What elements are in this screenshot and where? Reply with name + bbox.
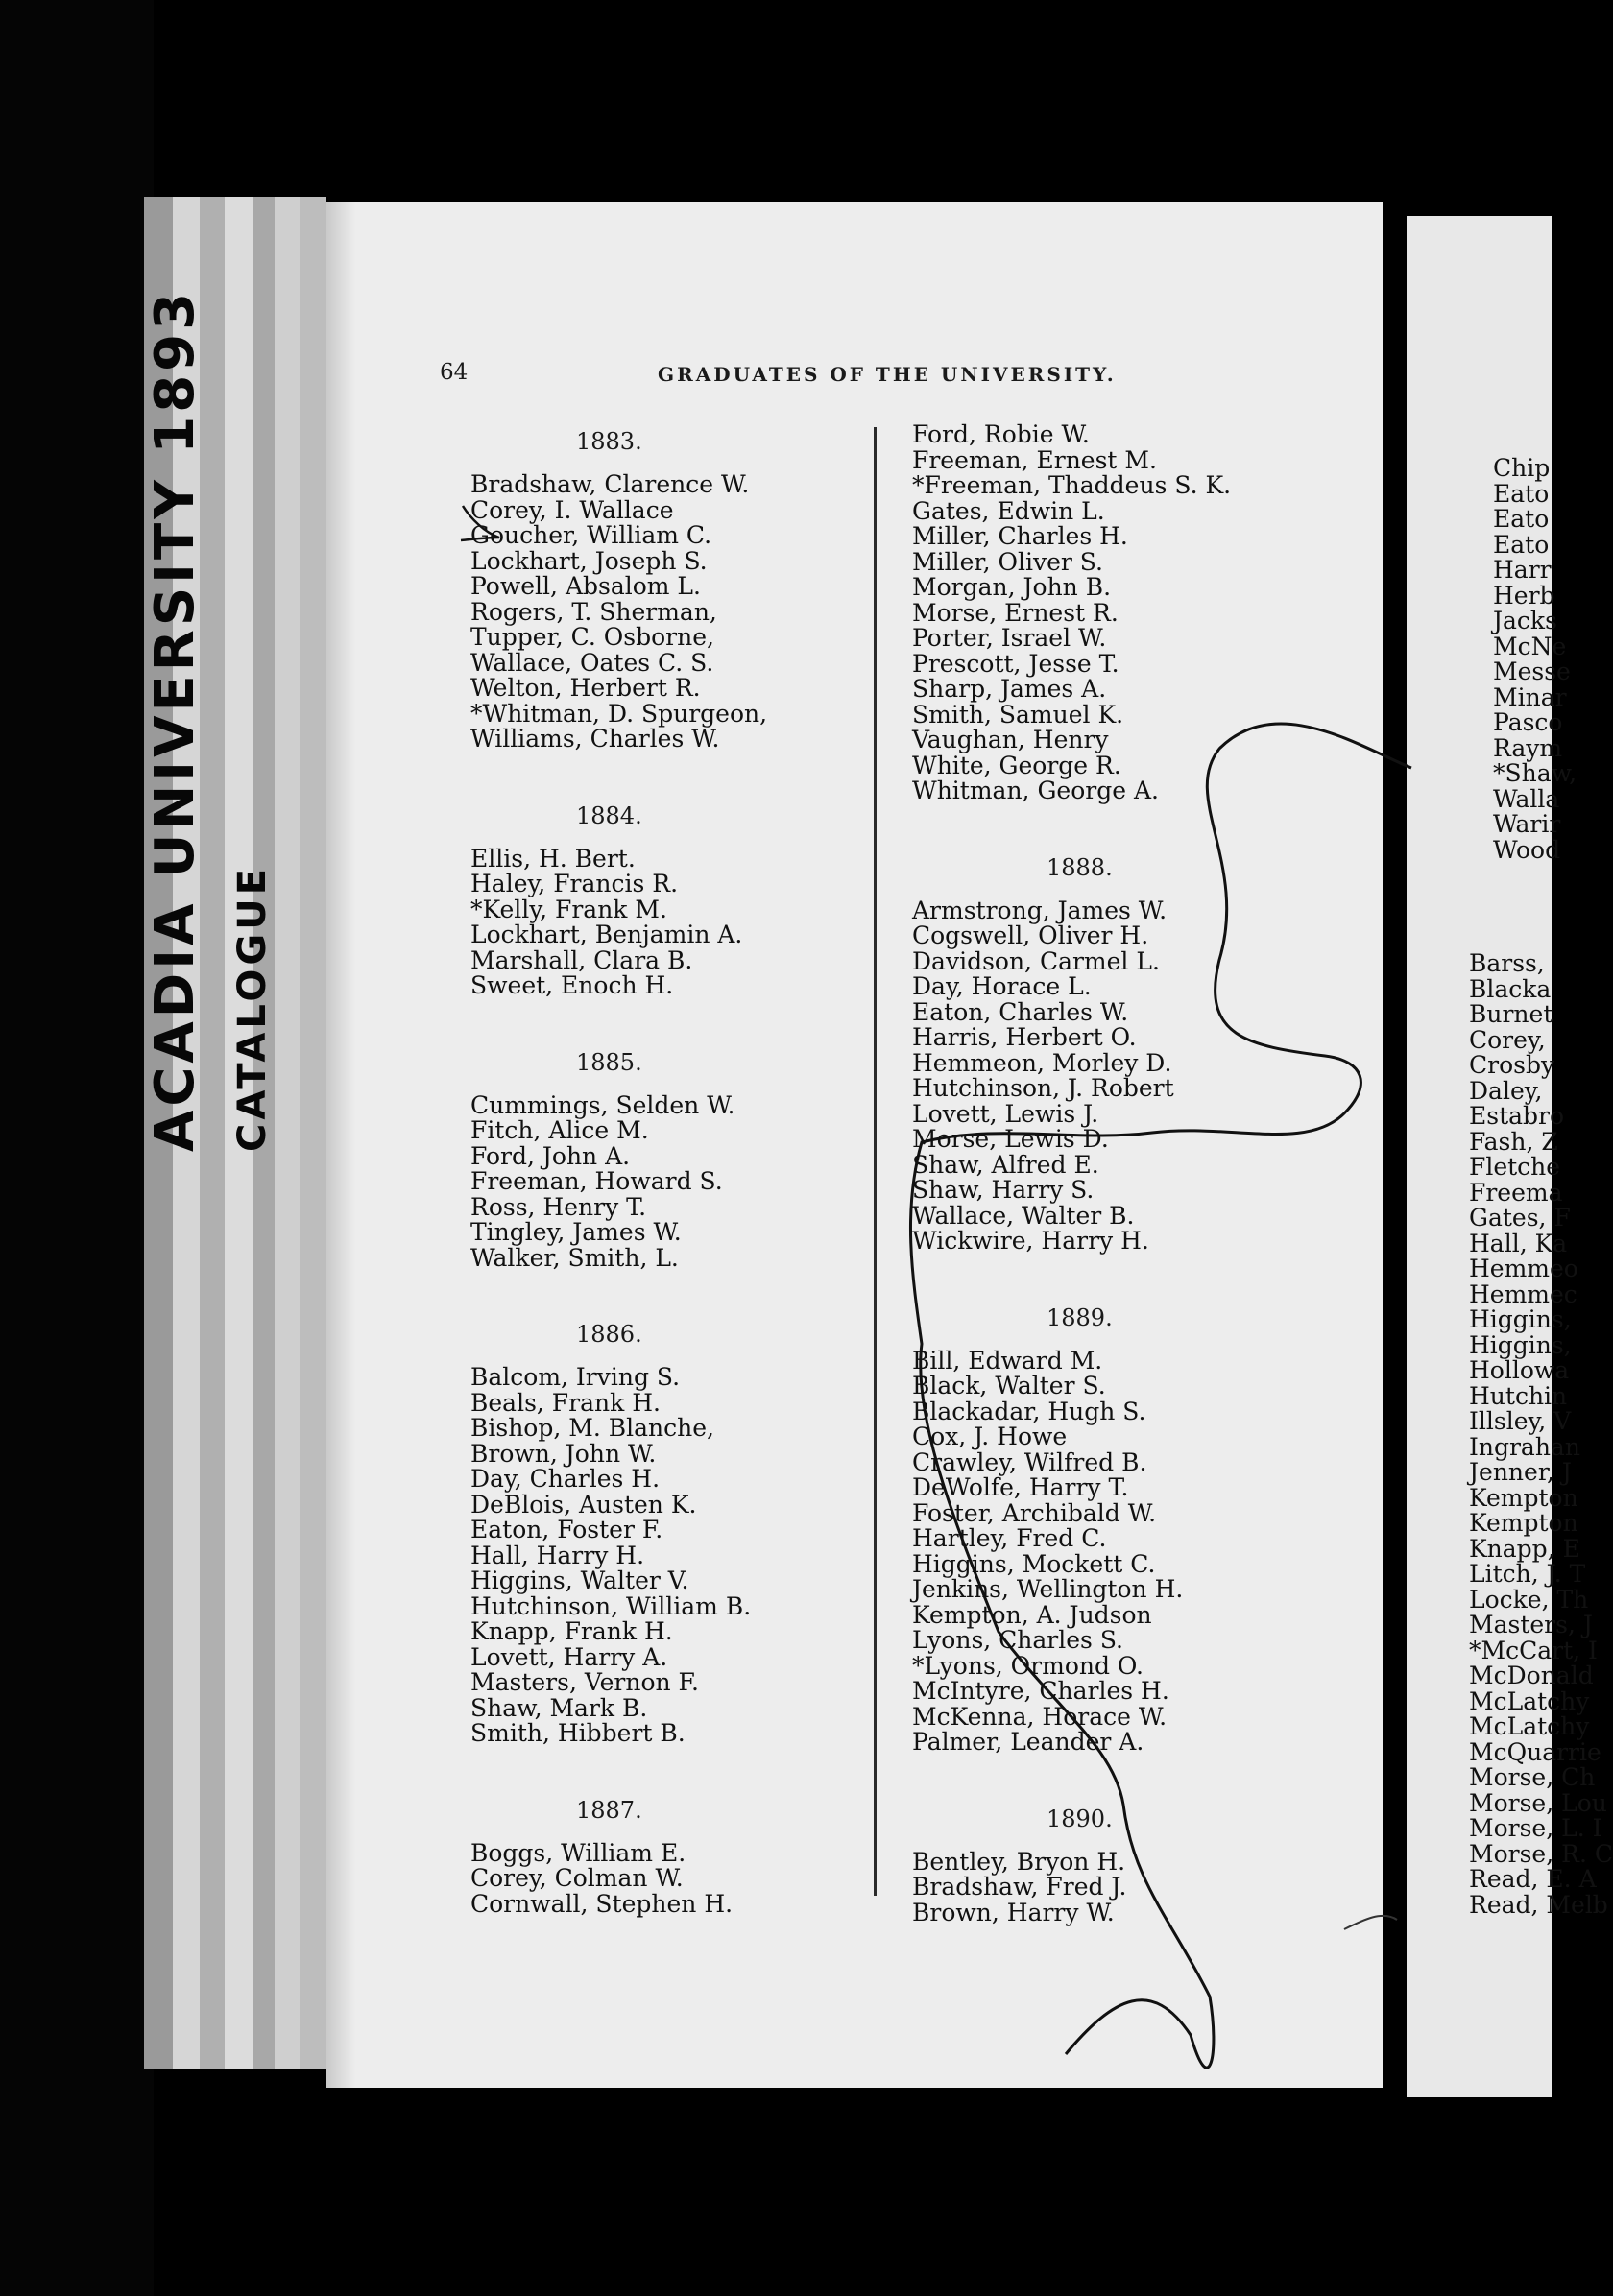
graduate-name: DeBlois, Austen K. xyxy=(470,1490,697,1519)
graduate-name: Armstrong, James W. xyxy=(912,896,1168,924)
facing-page-name-fragment: Knapp, E xyxy=(1469,1534,1580,1563)
graduate-name: Ellis, H. Bert. xyxy=(470,844,636,873)
graduate-name: Jenkins, Wellington H. xyxy=(912,1575,1184,1603)
year-heading: 1883. xyxy=(576,428,642,455)
facing-page-name-fragment: Hollowa xyxy=(1469,1356,1570,1384)
section-gap xyxy=(912,804,1373,849)
graduate-name: Beals, Frank H. xyxy=(470,1388,661,1417)
facing-page-name-fragment: Corey, xyxy=(1469,1025,1546,1054)
year-heading: 1886. xyxy=(576,1321,642,1348)
graduate-name: Miller, Charles H. xyxy=(912,522,1128,550)
facing-page-name-fragment: *Shaw, xyxy=(1493,759,1577,787)
graduate-name: Goucher, William C. xyxy=(470,521,712,549)
facing-page-name-fragment: Read, E. A xyxy=(1469,1865,1597,1893)
graduate-name: Smith, Samuel K. xyxy=(912,700,1124,729)
facing-page-name-fragment: Illsley, V xyxy=(1469,1407,1572,1435)
year-heading: 1884. xyxy=(576,801,642,829)
graduate-name: Tupper, C. Osborne, xyxy=(470,623,714,651)
graduate-name: Cogswell, Oliver H. xyxy=(912,921,1149,949)
graduate-name: McIntyre, Charles H. xyxy=(912,1677,1169,1705)
graduate-name: Hutchinson, J. Robert xyxy=(912,1074,1174,1102)
graduate-name: Walker, Smith, L. xyxy=(470,1243,679,1272)
section-gap xyxy=(470,753,893,797)
graduate-name: Crawley, Wilfred B. xyxy=(912,1447,1147,1476)
facing-page-name-fragment: Kempton xyxy=(1469,1483,1578,1512)
graduate-name: Miller, Oliver S. xyxy=(912,547,1103,576)
graduate-name: Wallace, Oates C. S. xyxy=(470,648,714,677)
section-gap xyxy=(912,1756,1373,1800)
right-column xyxy=(912,422,1373,1925)
year-heading: 1890. xyxy=(1047,1805,1113,1832)
facing-page-name-fragment: Wood xyxy=(1493,835,1561,864)
facing-page-name-fragment: Hemmeo xyxy=(1469,1255,1578,1282)
graduate-name: Wallace, Walter B. xyxy=(912,1201,1135,1230)
graduate-name: Kempton, A. Judson xyxy=(912,1600,1152,1629)
graduate-name: Lockhart, Joseph S. xyxy=(470,546,708,575)
year-heading: 1889. xyxy=(1047,1303,1113,1331)
section-gap xyxy=(470,1747,893,1791)
graduate-name: Rogers, T. Sherman, xyxy=(470,597,717,626)
section-gap xyxy=(470,1271,893,1315)
facing-page-name-fragment: Hemmec xyxy=(1469,1280,1577,1308)
graduate-name: Corey, Colman W. xyxy=(470,1864,684,1892)
graduate-name: Shaw, Mark B. xyxy=(470,1693,648,1722)
graduate-name: Ford, John A. xyxy=(470,1141,631,1170)
graduate-name: Ford, Robie W. xyxy=(912,420,1090,448)
graduate-name: Haley, Francis R. xyxy=(470,870,679,897)
graduate-name: Day, Charles H. xyxy=(470,1465,661,1493)
facing-page-name-fragment: Minar xyxy=(1493,682,1567,711)
facing-page-name-fragment: McQuarrie xyxy=(1469,1737,1601,1766)
year-heading: 1885. xyxy=(576,1048,642,1076)
graduate-name: Morgan, John B. xyxy=(912,573,1112,601)
graduate-name: Balcom, Irving S. xyxy=(470,1363,681,1391)
facing-page-name-fragment: Raym xyxy=(1493,733,1563,762)
section-gap xyxy=(912,1255,1373,1299)
graduate-name: Williams, Charles W. xyxy=(470,725,720,753)
graduate-name: Higgins, Mockett C. xyxy=(912,1549,1156,1578)
facing-page-name-fragment: Messe xyxy=(1493,658,1571,685)
facing-page-name-fragment: Burnet xyxy=(1469,1000,1553,1028)
graduate-name: Wickwire, Harry H. xyxy=(912,1227,1149,1255)
graduate-name: Blackadar, Hugh S. xyxy=(912,1397,1146,1425)
section-gap xyxy=(470,999,893,1043)
graduate-name: Lovett, Harry A. xyxy=(470,1642,668,1671)
facing-page-name-fragment: Morse, Ch xyxy=(1469,1763,1596,1791)
year-heading: 1887. xyxy=(576,1796,642,1824)
graduate-name: *Whitman, D. Spurgeon, xyxy=(470,699,768,728)
graduate-name: Davidson, Carmel L. xyxy=(912,946,1160,975)
graduate-name: Smith, Hibbert B. xyxy=(470,1719,686,1747)
facing-page-name-fragment: McNe xyxy=(1493,632,1567,660)
facing-page-name-fragment: Warir xyxy=(1493,810,1561,838)
section-gap xyxy=(1407,863,1552,951)
page-header xyxy=(326,360,1383,398)
graduate-name: Eaton, Foster F. xyxy=(470,1516,663,1543)
graduate-name: Lyons, Charles S. xyxy=(912,1626,1123,1654)
facing-page-name-fragment: McLatchy xyxy=(1469,1712,1590,1740)
facing-page-name-fragment: Barss, xyxy=(1469,949,1545,977)
graduate-name: Lovett, Lewis J. xyxy=(912,1099,1099,1128)
graduate-name: Harris, Herbert O. xyxy=(912,1023,1137,1051)
graduate-name: Boggs, William E. xyxy=(470,1838,686,1867)
graduate-name: *Lyons, Ormond O. xyxy=(912,1651,1144,1680)
graduate-name: Palmer, Leander A. xyxy=(912,1728,1144,1756)
facing-page-name-fragment: Locke, Th xyxy=(1469,1585,1589,1614)
facing-page-name-fragment: Harr xyxy=(1493,556,1552,584)
graduate-name: *Freeman, Thaddeus S. K. xyxy=(912,471,1232,499)
graduate-name: Brown, John W. xyxy=(470,1439,657,1468)
facing-page-name-fragment: Hutchin xyxy=(1469,1381,1568,1410)
column-divider xyxy=(874,427,877,1896)
graduate-name: Ross, Henry T. xyxy=(470,1192,647,1221)
graduate-name: Higgins, Walter V. xyxy=(470,1567,689,1594)
facing-page-name-fragment: Blacka xyxy=(1469,974,1552,1003)
facing-page-name-fragment: Hall, Ka xyxy=(1469,1229,1568,1257)
graduate-name: Day, Horace L. xyxy=(912,972,1092,1000)
graduate-name: Brown, Harry W. xyxy=(912,1898,1115,1926)
facing-page-name-fragment: Read, Melb xyxy=(1469,1890,1608,1919)
graduate-name: Cummings, Selden W. xyxy=(470,1090,735,1119)
graduate-name: Hall, Harry H. xyxy=(470,1541,645,1569)
facing-page-name-fragment: *McCart, I xyxy=(1469,1636,1598,1664)
page-edge-strip xyxy=(275,197,300,2069)
graduate-name: McKenna, Horace W. xyxy=(912,1702,1168,1731)
graduate-name: Freeman, Ernest M. xyxy=(912,445,1157,474)
graduate-name: Bentley, Bryon H. xyxy=(912,1847,1126,1876)
graduate-name: White, George R. xyxy=(912,751,1121,779)
graduate-name: Masters, Vernon F. xyxy=(470,1668,699,1696)
facing-page-name-fragment: Morse, L. I xyxy=(1469,1814,1602,1842)
graduate-name: Sweet, Enoch H. xyxy=(470,971,674,999)
graduate-name: Hemmeon, Morley D. xyxy=(912,1048,1172,1077)
spine-label: ACADIA UNIVERSITY 1893 xyxy=(144,288,206,1152)
facing-page-name-fragment: Chip xyxy=(1493,454,1551,482)
book-spine-shadow xyxy=(0,0,154,2296)
graduate-name: Porter, Israel W. xyxy=(912,624,1107,652)
facing-page-name-fragment: Jacks xyxy=(1493,607,1557,634)
facing-page-name-fragment: McDonald xyxy=(1469,1662,1594,1689)
graduate-name: *Kelly, Frank M. xyxy=(470,895,667,923)
facing-page-name-fragment: Estabro xyxy=(1469,1102,1565,1130)
facing-page-name-fragment: Ingrahan xyxy=(1469,1432,1580,1461)
facing-page-column xyxy=(1407,454,1613,1919)
graduate-name: Tingley, James W. xyxy=(470,1218,682,1246)
facing-page-name-fragment: Morse, R. C xyxy=(1469,1839,1613,1868)
page-number: 64 xyxy=(440,360,469,385)
graduate-name: Powell, Absalom L. xyxy=(470,572,701,600)
facing-page-name-fragment: Fletche xyxy=(1469,1153,1561,1181)
facing-page-name-fragment: Eato xyxy=(1493,479,1550,508)
facing-page-name-fragment: Daley, xyxy=(1469,1076,1543,1105)
graduate-name: Shaw, Alfred E. xyxy=(912,1150,1099,1179)
graduate-name: Welton, Herbert R. xyxy=(470,674,701,702)
graduate-name: Bishop, M. Blanche, xyxy=(470,1414,714,1442)
graduate-name: Shaw, Harry S. xyxy=(912,1176,1095,1204)
facing-page-name-fragment: Higgins, xyxy=(1469,1305,1572,1333)
left-column xyxy=(470,422,893,1917)
graduate-name: Prescott, Jesse T. xyxy=(912,649,1119,678)
facing-page-name-fragment: Eato xyxy=(1493,505,1550,533)
graduate-name: DeWolfe, Harry T. xyxy=(912,1473,1129,1501)
graduate-name: Bill, Edward M. xyxy=(912,1346,1103,1375)
graduate-name: Cornwall, Stephen H. xyxy=(470,1889,734,1918)
graduate-name: Eaton, Charles W. xyxy=(912,997,1129,1026)
facing-page-name-fragment: Morse, Lou xyxy=(1469,1788,1607,1817)
graduate-name: Marshall, Clara B. xyxy=(470,945,693,974)
page-gutter-shade xyxy=(326,202,355,2088)
graduate-name: Bradshaw, Fred J. xyxy=(912,1873,1127,1901)
graduate-name: Morse, Ernest R. xyxy=(912,598,1119,627)
facing-page-name-fragment: Gates, F xyxy=(1469,1204,1571,1232)
facing-page xyxy=(1407,216,1613,2097)
graduate-name: Hartley, Fred C. xyxy=(912,1524,1107,1552)
graduate-name: Gates, Edwin L. xyxy=(912,496,1105,525)
graduate-name: Fitch, Alice M. xyxy=(470,1116,649,1144)
facing-page-name-fragment: Litch, J. T xyxy=(1469,1560,1586,1588)
facing-page-name-fragment: Masters, J xyxy=(1469,1611,1593,1638)
facing-page-name-fragment: Jenner, J xyxy=(1469,1458,1572,1486)
facing-page-name-fragment: McLatchy xyxy=(1469,1686,1590,1715)
facing-page-name-fragment: Walla xyxy=(1493,784,1560,813)
graduate-name: Lockhart, Benjamin A. xyxy=(470,921,743,948)
graduate-name: Sharp, James A. xyxy=(912,675,1107,703)
graduate-name: Corey, I. Wallace xyxy=(470,495,674,524)
facing-page-name-fragment: Pasco xyxy=(1493,708,1563,736)
facing-page-name-fragment: Higgins, xyxy=(1469,1330,1572,1359)
graduate-name: Bradshaw, Clarence W. xyxy=(470,470,750,498)
graduate-name: Black, Walter S. xyxy=(912,1372,1106,1399)
page-edge-strip xyxy=(300,197,326,2069)
graduate-name: Whitman, George A. xyxy=(912,777,1159,804)
graduate-name: Hutchinson, William B. xyxy=(470,1591,752,1620)
facing-page-name-fragment: Eato xyxy=(1493,530,1550,559)
graduate-name: Morse, Lewis D. xyxy=(912,1125,1109,1153)
running-head: GRADUATES OF THE UNIVERSITY. xyxy=(658,363,1117,386)
graduate-name: Freeman, Howard S. xyxy=(470,1167,723,1195)
facing-page-name-fragment: Kempton xyxy=(1469,1509,1578,1537)
facing-page-name-fragment: Freema xyxy=(1469,1178,1563,1207)
spine-label: CATALOGUE xyxy=(230,864,275,1152)
facing-page-name-fragment: Fash, Z xyxy=(1469,1127,1558,1156)
facing-page-name-fragment: Crosby xyxy=(1469,1051,1555,1079)
catalogue-page xyxy=(326,202,1383,2088)
facing-page-name-fragment: Herb xyxy=(1493,581,1555,610)
graduate-name: Vaughan, Henry xyxy=(912,726,1109,753)
graduate-name: Cox, J. Howe xyxy=(912,1423,1068,1450)
year-heading: 1888. xyxy=(1047,853,1113,881)
graduate-name: Knapp, Frank H. xyxy=(470,1617,673,1645)
graduate-name: Foster, Archibald W. xyxy=(912,1498,1157,1527)
